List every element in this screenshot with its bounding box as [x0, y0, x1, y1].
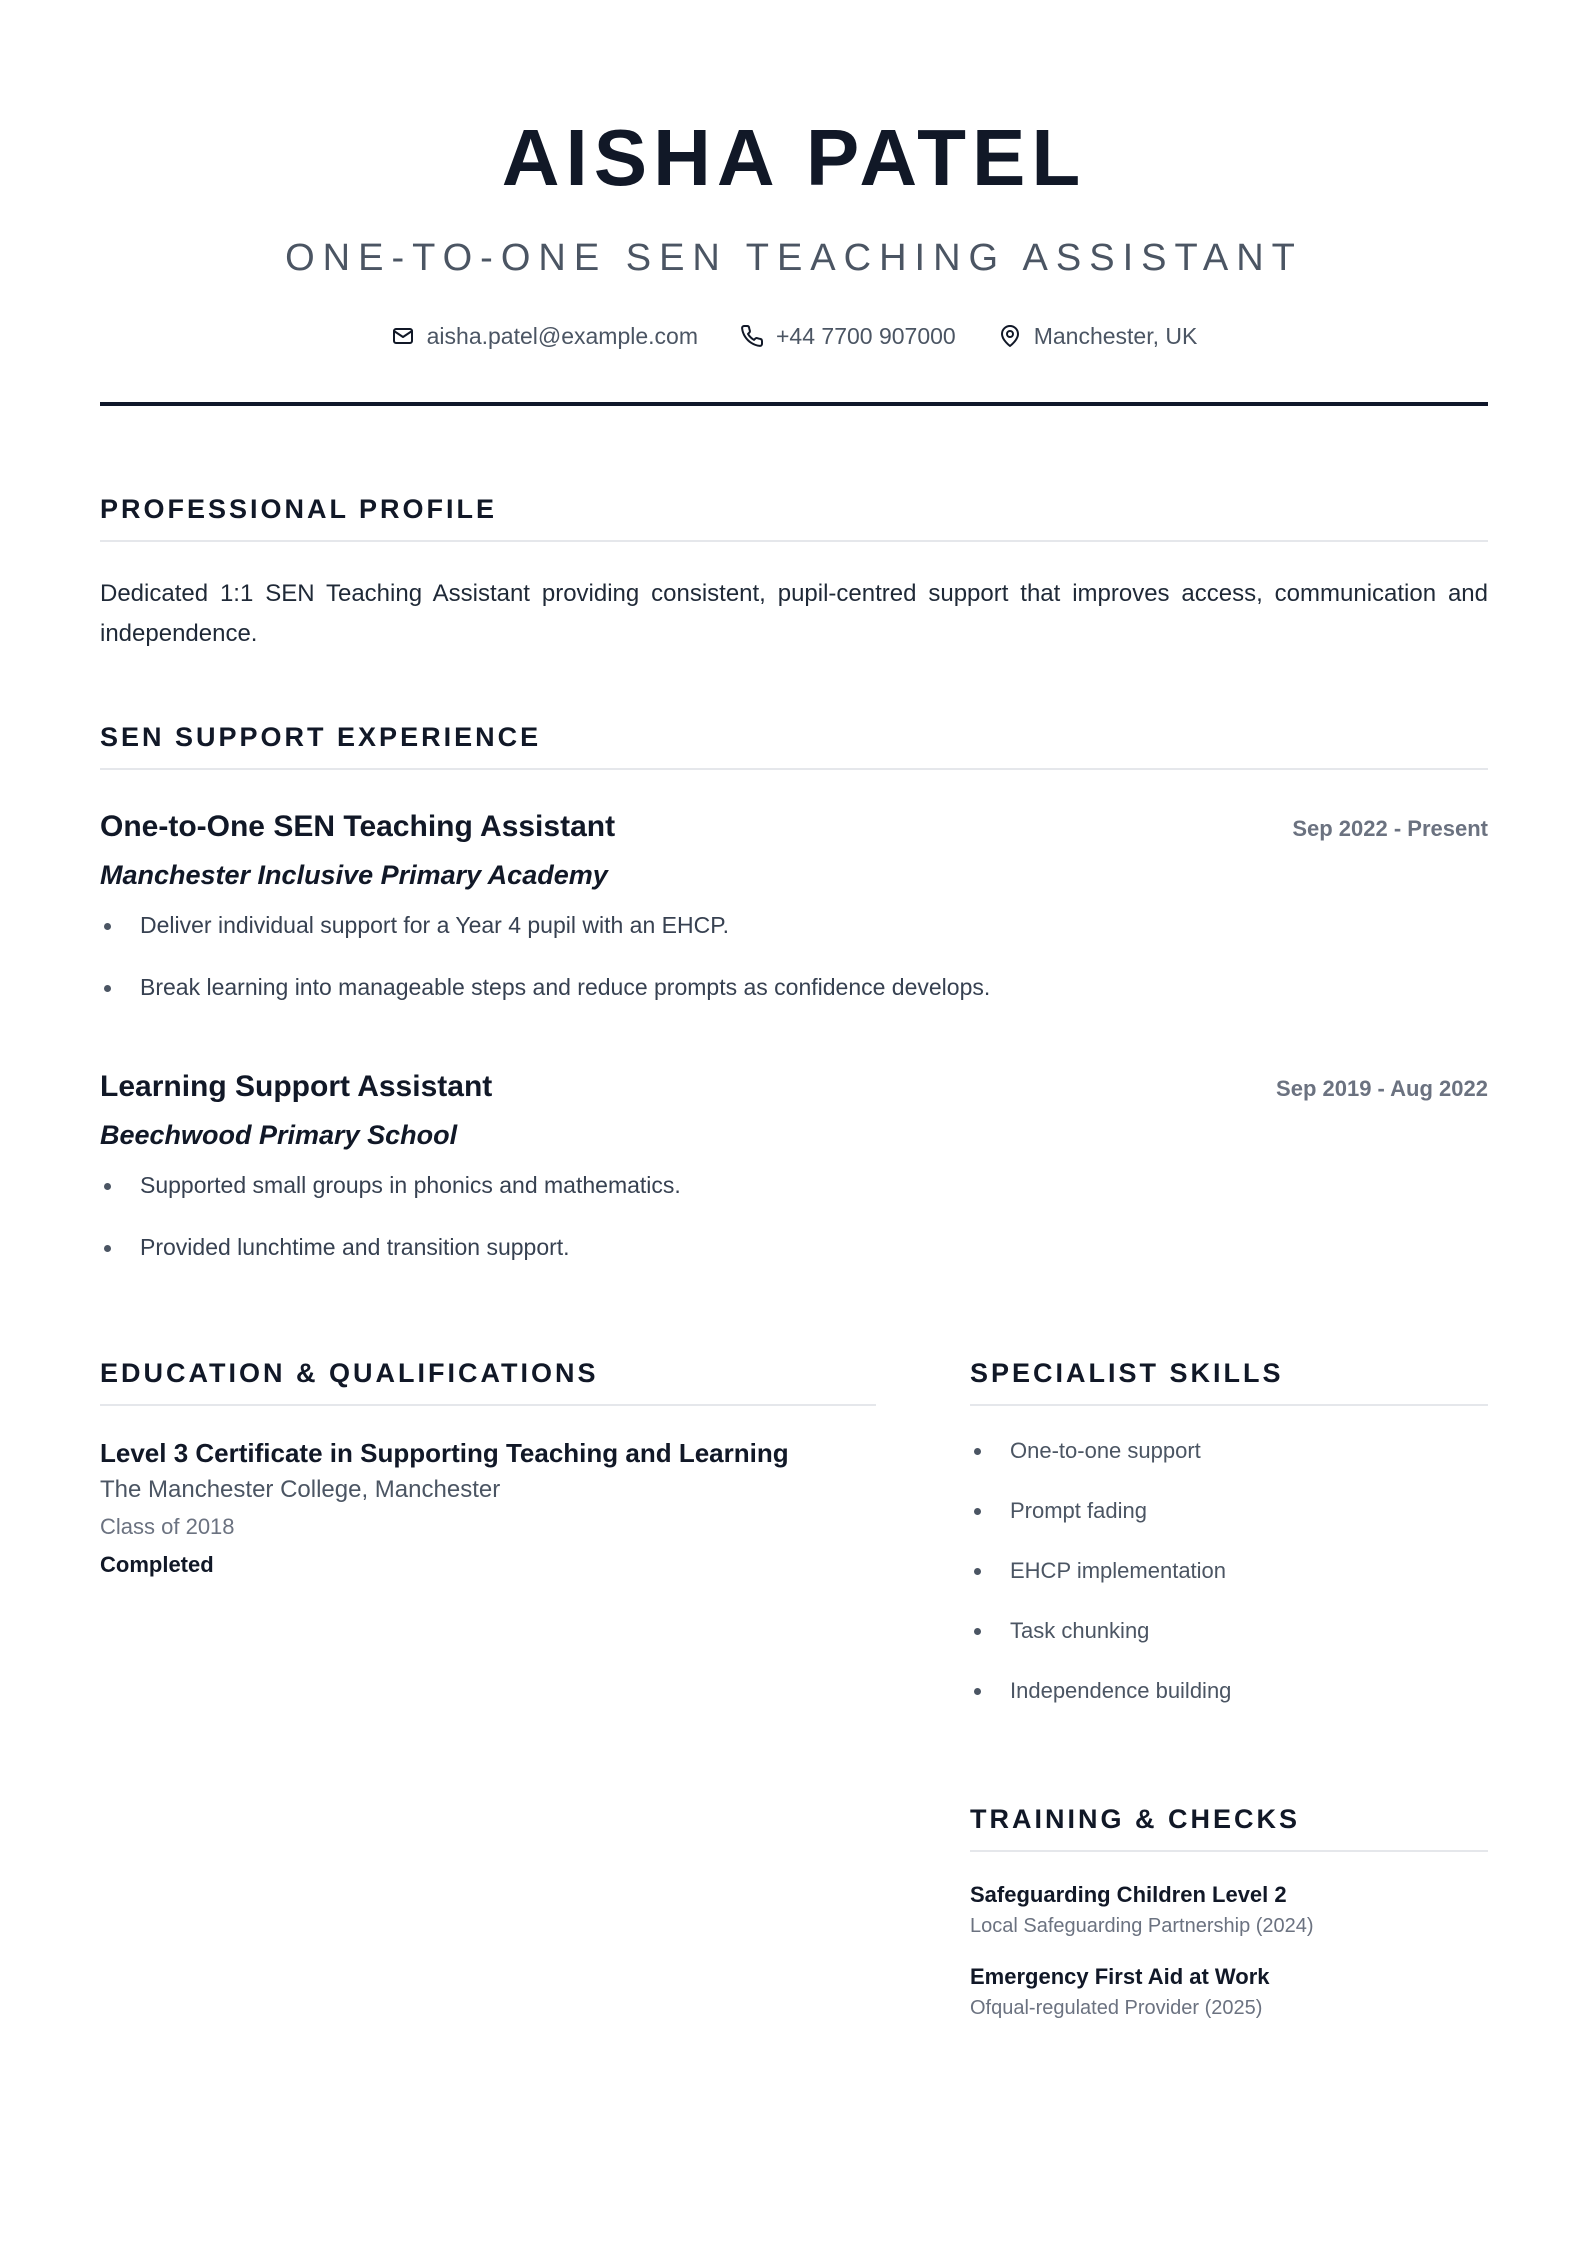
phone-text: +44 7700 907000: [776, 322, 956, 349]
training-name: Safeguarding Children Level 2: [970, 1882, 1287, 1907]
right-column: [970, 1356, 1488, 2022]
experience-heading: SEN SUPPORT EXPERIENCE: [100, 720, 1488, 770]
education-section: [100, 1356, 876, 2022]
skill-item: EHCP implementation: [970, 1556, 1488, 1586]
job-header: [100, 808, 1488, 846]
contact-phone[interactable]: [740, 323, 956, 350]
job-dates: Sep 2019 - Aug 2022: [1276, 1076, 1488, 1101]
candidate-name: AISHA PATEL: [501, 113, 1087, 202]
qualification-institution: The Manchester College, Manchester: [100, 1476, 501, 1503]
job-organisation: Beechwood Primary School: [100, 1120, 458, 1150]
job-bullet: Deliver individual support for a Year 4 pupil with an EHCP.: [100, 910, 1488, 940]
job-dates: Sep 2022 - Present: [1292, 816, 1488, 841]
training-name: Emergency First Aid at Work: [970, 1964, 1270, 1989]
experience-section: [100, 720, 1488, 1262]
two-column-area: [100, 1356, 1488, 2022]
qualification-year: Class of 2018: [100, 1514, 235, 1539]
mail-icon: [391, 324, 415, 348]
training-entry: [970, 1880, 1488, 1940]
training-heading: TRAINING & CHECKS: [970, 1802, 1488, 1852]
job-bullet: Provided lunchtime and transition support.: [100, 1232, 1488, 1262]
profile-summary: Dedicated 1:1 SEN Teaching Assistant providing consistent, pupil-centred support that improves access, communication and independence.: [100, 580, 1488, 647]
map-pin-icon: [998, 324, 1022, 348]
email-text: aisha.patel@example.com: [426, 322, 698, 349]
resume-header: [100, 0, 1488, 406]
training-provider: Ofqual-regulated Provider (2025): [970, 1997, 1263, 2019]
training-section: [970, 1802, 1488, 2022]
training-entry: [970, 1962, 1488, 2022]
qualification-status: Completed: [100, 1552, 214, 1577]
location-text: Manchester, UK: [1033, 322, 1198, 349]
candidate-title: ONE-TO-ONE SEN TEACHING ASSISTANT: [285, 237, 1303, 279]
skill-item: Task chunking: [970, 1616, 1488, 1646]
skills-list: [970, 1436, 1488, 1706]
contact-bar: [100, 320, 1488, 352]
profile-section: [100, 492, 1488, 654]
skill-item: Independence building: [970, 1676, 1488, 1706]
job-bullet: Break learning into manageable steps and reduce prompts as confidence develops.: [100, 972, 1488, 1002]
contact-email[interactable]: [391, 323, 698, 350]
skill-item: One-to-one support: [970, 1436, 1488, 1466]
job-bullet: Supported small groups in phonics and mathematics.: [100, 1170, 1488, 1200]
skills-section: [970, 1356, 1488, 1706]
qualification-name: Level 3 Certificate in Supporting Teaching and Learning: [100, 1438, 789, 1468]
job-entry: [100, 1068, 1488, 1262]
profile-heading: PROFESSIONAL PROFILE: [100, 492, 1488, 542]
job-title: Learning Support Assistant: [100, 1070, 493, 1103]
job-entry: [100, 808, 1488, 1002]
skill-item: Prompt fading: [970, 1496, 1488, 1526]
skills-heading: SPECIALIST SKILLS: [970, 1356, 1488, 1406]
job-title: One-to-One SEN Teaching Assistant: [100, 810, 616, 843]
contact-location: [998, 323, 1198, 350]
job-header: [100, 1068, 1488, 1106]
job-organisation: Manchester Inclusive Primary Academy: [100, 860, 608, 890]
job-bullets: [100, 910, 1488, 1002]
job-bullets: [100, 1170, 1488, 1262]
phone-icon: [740, 324, 764, 348]
header-divider: [100, 402, 1488, 406]
education-heading: EDUCATION & QUALIFICATIONS: [100, 1356, 876, 1406]
training-provider: Local Safeguarding Partnership (2024): [970, 1915, 1314, 1937]
